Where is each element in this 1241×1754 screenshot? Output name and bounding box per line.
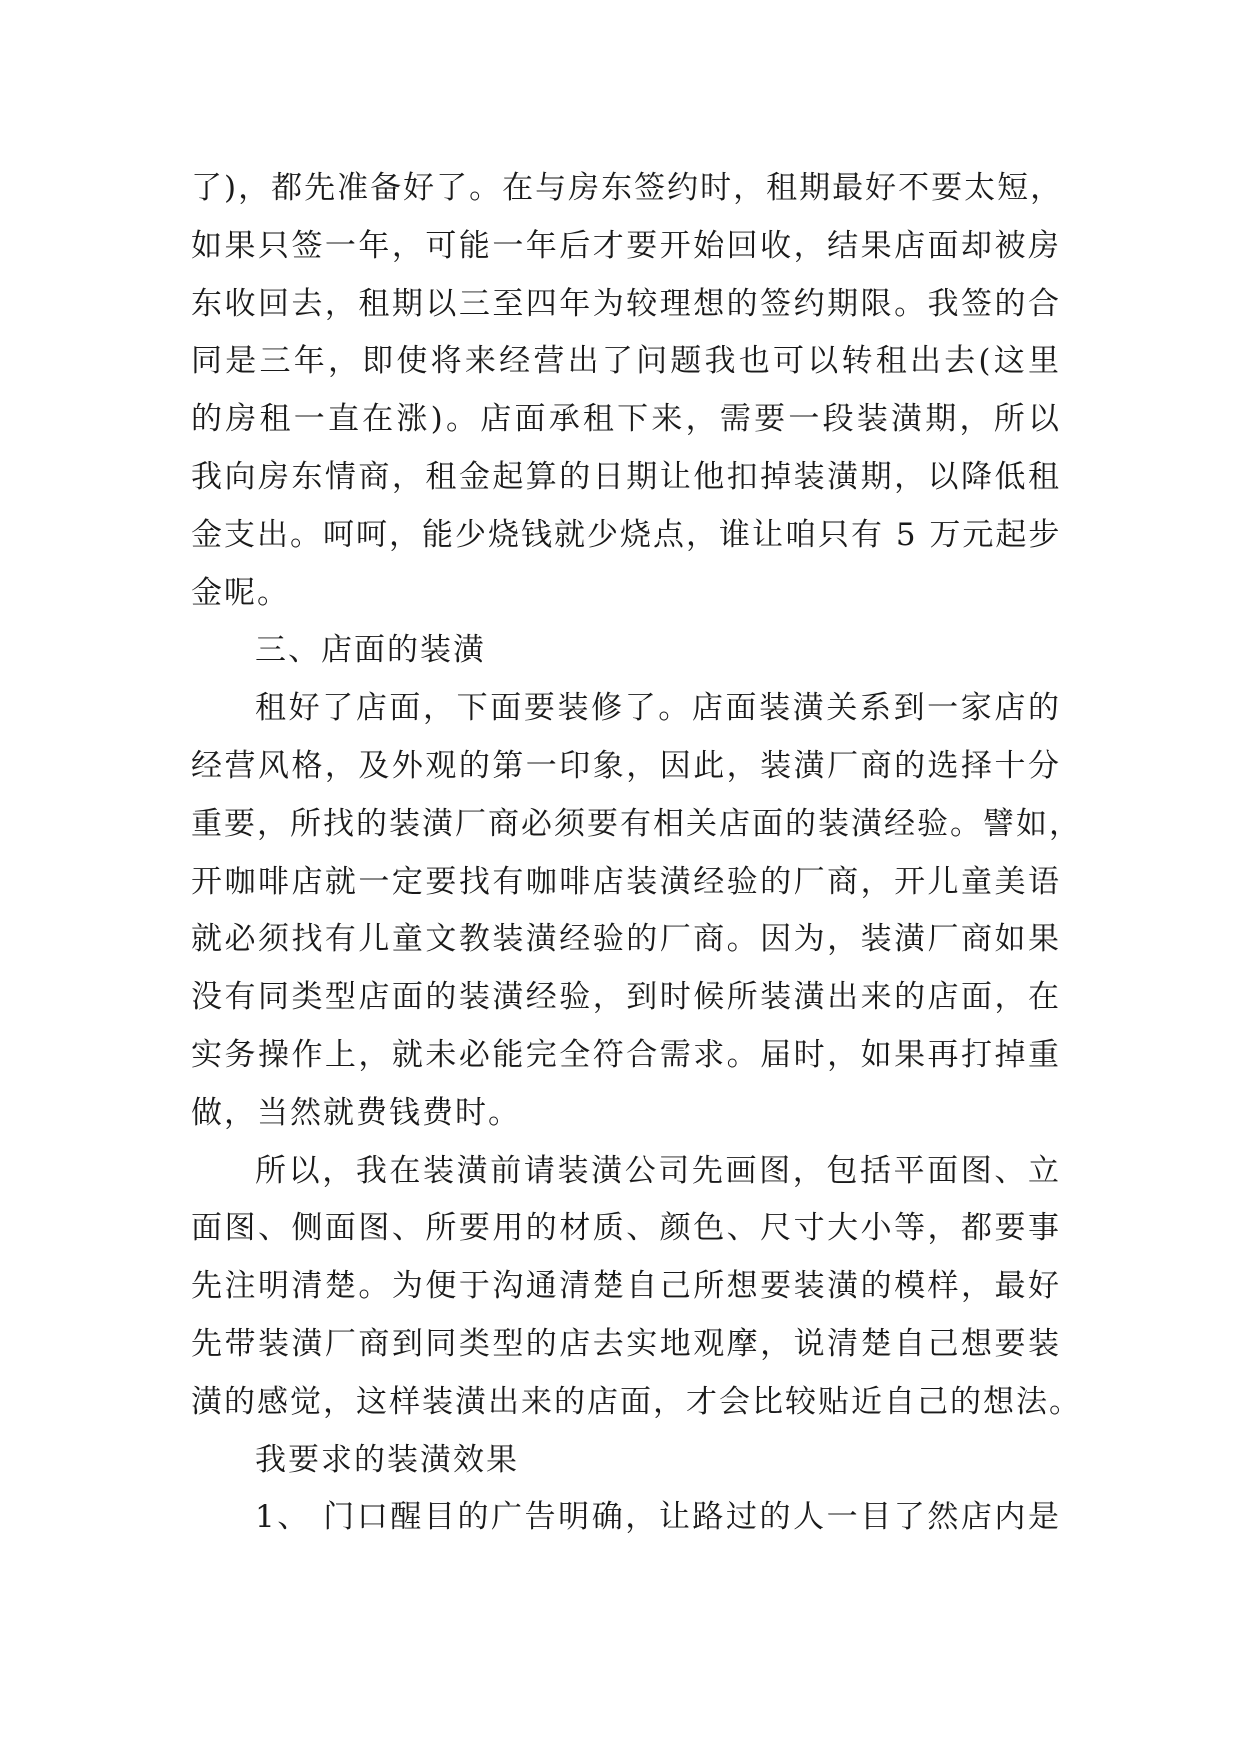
document-body xyxy=(191,160,1082,1547)
text-line: 租好了店面，下面要装修了。店面装潢关系到一家店的 xyxy=(255,690,1061,727)
text-line: 先带装潢厂商到同类型的店去实地观摩，说清楚自己想要装 xyxy=(191,1325,1061,1362)
text-line: 金支出。呵呵，能少烧钱就少烧点，谁让咱只有 5 万元起步 xyxy=(191,516,1062,553)
text-line: 面图、侧面图、所要用的材质、颜色、尺寸大小等，都要事 xyxy=(191,1210,1061,1247)
text-line: 我向房东情商，租金起算的日期让他扣掉装潢期，以降低租 xyxy=(191,458,1061,495)
text-line: 同是三年，即使将来经营出了问题我也可以转租出去(这里 xyxy=(191,343,1061,380)
text-line: 开咖啡店就一定要找有咖啡店装潢经验的厂商，开儿童美语 xyxy=(191,863,1061,900)
text-line: 的房租一直在涨)。店面承租下来，需要一段装潢期，所以 xyxy=(191,401,1061,438)
text-line: 东收回去，租期以三至四年为较理想的签约期限。我签的合 xyxy=(191,285,1061,322)
text-line: 我要求的装潢效果 xyxy=(255,1441,519,1478)
text-line: 经营风格，及外观的第一印象，因此，装潢厂商的选择十分 xyxy=(191,747,1061,784)
text-line: 实务操作上，就未必能完全符合需求。届时，如果再打掉重 xyxy=(191,1036,1061,1073)
text-line: 如果只签一年，可能一年后才要开始回收，结果店面却被房 xyxy=(191,227,1061,264)
text-line: 1、 门口醒目的广告明确，让路过的人一目了然店内是 xyxy=(255,1499,1061,1536)
text-line: 潢的感觉，这样装潢出来的店面，才会比较贴近自己的想法。 xyxy=(191,1383,1082,1420)
text-line: 做，当然就费钱费时。 xyxy=(191,1094,521,1131)
text-line: 没有同类型店面的装潢经验，到时候所装潢出来的店面，在 xyxy=(191,979,1061,1016)
text-line: 先注明清楚。为便于沟通清楚自己所想要装潢的模样，最好 xyxy=(191,1268,1061,1305)
text-line: 三、店面的装潢 xyxy=(255,632,486,669)
text-line: 重要，所找的装潢厂商必须要有相关店面的装潢经验。譬如， xyxy=(191,805,1082,842)
text-line: 了)，都先准备好了。在与房东签约时，租期最好不要太短， xyxy=(191,170,1064,206)
text-line: 所以，我在装潢前请装潢公司先画图，包括平面图、立 xyxy=(255,1152,1061,1189)
text-line: 金呢。 xyxy=(191,574,290,611)
text-line: 就必须找有儿童文教装潢经验的厂商。因为，装潢厂商如果 xyxy=(191,921,1061,958)
